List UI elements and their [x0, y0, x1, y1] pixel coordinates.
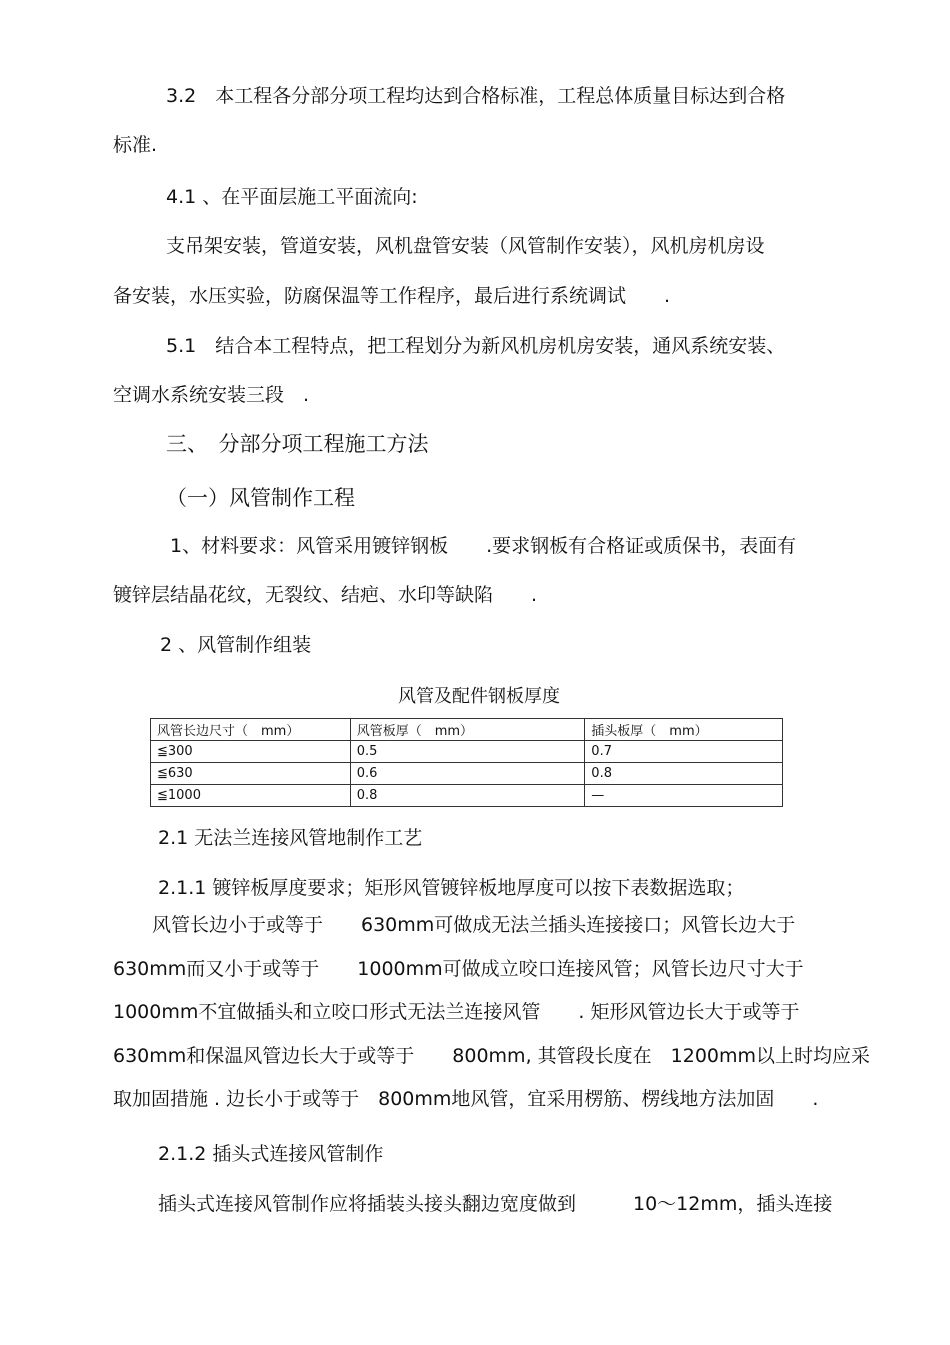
body-line-4: 630mm和保温风管边长大于或等于 800mm, 其管段长度在 1200mm以上时均应采 [113, 1045, 871, 1067]
table-header-cell: 插头板厚（ mm） [585, 719, 783, 741]
thickness-table [150, 718, 783, 807]
body-line-1: 风管长边小于或等于 630mm可做成无法兰插头连接接口；风管长边大于 [152, 914, 796, 936]
table-cell: 0.6 [350, 763, 585, 785]
table-row [151, 741, 783, 763]
paragraph-process-line1: 支吊架安装，管道安装，风机盘管安装（风管制作安装），风机房机房设 [166, 235, 765, 257]
section-2-1-1-heading: 2.1.1 镀锌板厚度要求；矩形风管镀锌板地厚度可以按下表数据选取； [158, 877, 745, 899]
section-heading: 三、 分部分项工程施工方法 [166, 432, 429, 456]
table-header-cell: 风管板厚（ mm） [350, 719, 585, 741]
body-line-5: 取加固措施 . 边长小于或等于 800mm地风管，宜采用楞筋、楞线地方法加固 . [113, 1088, 819, 1110]
paragraph-4-1: 4.1 、在平面层施工平面流向: [166, 186, 418, 208]
table-cell: 0.5 [350, 741, 585, 763]
table-row [151, 763, 783, 785]
paragraph-3-2-line1: 3.2 本工程各分部分项工程均达到合格标准，工程总体质量目标达到合格 [166, 85, 786, 107]
table-header-cell: 风管长边尺寸（ mm） [151, 719, 351, 741]
table-cell: — [585, 785, 783, 807]
paragraph-3-2-line2: 标准. [113, 134, 158, 156]
table-caption: 风管及配件钢板厚度 [398, 686, 560, 707]
section-2-1-heading: 2.1 无法兰连接风管地制作工艺 [158, 827, 423, 849]
assembly-heading: 2 、风管制作组装 [160, 634, 312, 656]
table-cell: 0.8 [350, 785, 585, 807]
body-line-3: 1000mm不宜做插头和立咬口形式无法兰连接风管 . 矩形风管边长大于或等于 [113, 1001, 800, 1023]
table-cell: ≦630 [151, 763, 351, 785]
table-cell: ≦1000 [151, 785, 351, 807]
materials-line1: 1、材料要求：风管采用镀锌钢板 .要求钢板有合格证或质保书，表面有 [170, 535, 797, 557]
section-2-1-2-heading: 2.1.2 插头式连接风管制作 [158, 1143, 384, 1165]
subsection-heading: （一）风管制作工程 [166, 486, 355, 510]
table-row [151, 785, 783, 807]
table-cell: 0.7 [585, 741, 783, 763]
paragraph-5-1-line1: 5.1 结合本工程特点，把工程划分为新风机房机房安装，通风系统安装、 [166, 335, 786, 357]
materials-line2: 镀锌层结晶花纹，无裂纹、结疤、水印等缺陷 . [113, 584, 538, 606]
table-header-row [151, 719, 783, 741]
table-cell: ≦300 [151, 741, 351, 763]
body-line-6: 插头式连接风管制作应将插装头接头翻边宽度做到 10～12mm，插头连接 [158, 1193, 833, 1215]
paragraph-process-line2: 备安装，水压实验，防腐保温等工作程序，最后进行系统调试 . [113, 285, 671, 307]
body-line-2: 630mm而又小于或等于 1000mm可做成立咬口连接风管；风管长边尺寸大于 [113, 958, 804, 980]
table-cell: 0.8 [585, 763, 783, 785]
paragraph-5-1-line2: 空调水系统安装三段 . [113, 384, 310, 406]
